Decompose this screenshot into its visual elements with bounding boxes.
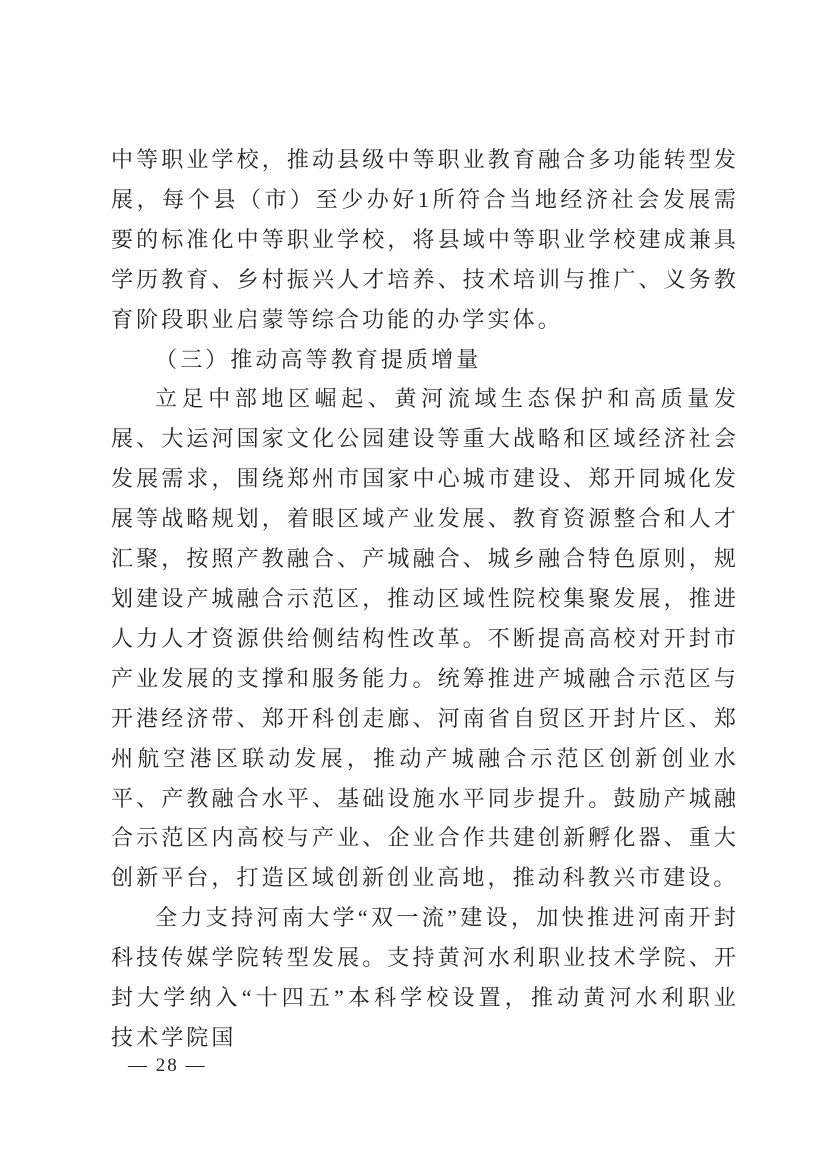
- page-number: — 28 —: [128, 1055, 207, 1076]
- paragraph-body-1: 立足中部地区崛起、黄河流域生态保护和高质量发展、大运河国家文化公园建设等重大战略和区域经济社会发展需求，围绕郑州市国家中心城市建设、郑开同城化发展等战略规划，着眼区域产业发展、教育资源整合和人才汇聚，按照产教融合、产城融合、城乡融合特色原则，规划建设产城融合示范区，推动区域性院校集聚发展，推进人力人才资源供给侧结构性改革。不断提高高校对开封市产业发展的支撑和服务能力。统筹推进产城融合示范区与开港经济带、郑开科创走廊、河南省自贸区开封片区、郑州航空港区联动发展，推动产城融合示范区创新创业水平、产教融合水平、基础设施水平同步提升。鼓励产城融合示范区内高校与产业、企业合作共建创新孵化器、重大创新平台，打造区域创新创业高地，推动科教兴市建设。: [111, 386, 739, 891]
- document-body: [111, 140, 739, 1058]
- paragraph-continuation: 中等职业学校，推动县级中等职业教育融合多功能转型发展，每个县（市）至少办好1所符合当地经济社会发展需要的标准化中等职业学校，将县域中等职业学校建成兼具学历教育、乡村振兴人才培养、技术培训与推广、义务教育阶段职业启蒙等综合功能的办学实体。: [111, 147, 739, 332]
- paragraph-body-2: 全力支持河南大学“双一流”建设，加快推进河南开封科技传媒学院转型发展。支持黄河水利职业技术学院、开封大学纳入“十四五”本科学校设置，推动黄河水利职业技术学院国: [111, 905, 739, 1050]
- section-heading: （三）推动高等教育提质增量: [155, 346, 482, 372]
